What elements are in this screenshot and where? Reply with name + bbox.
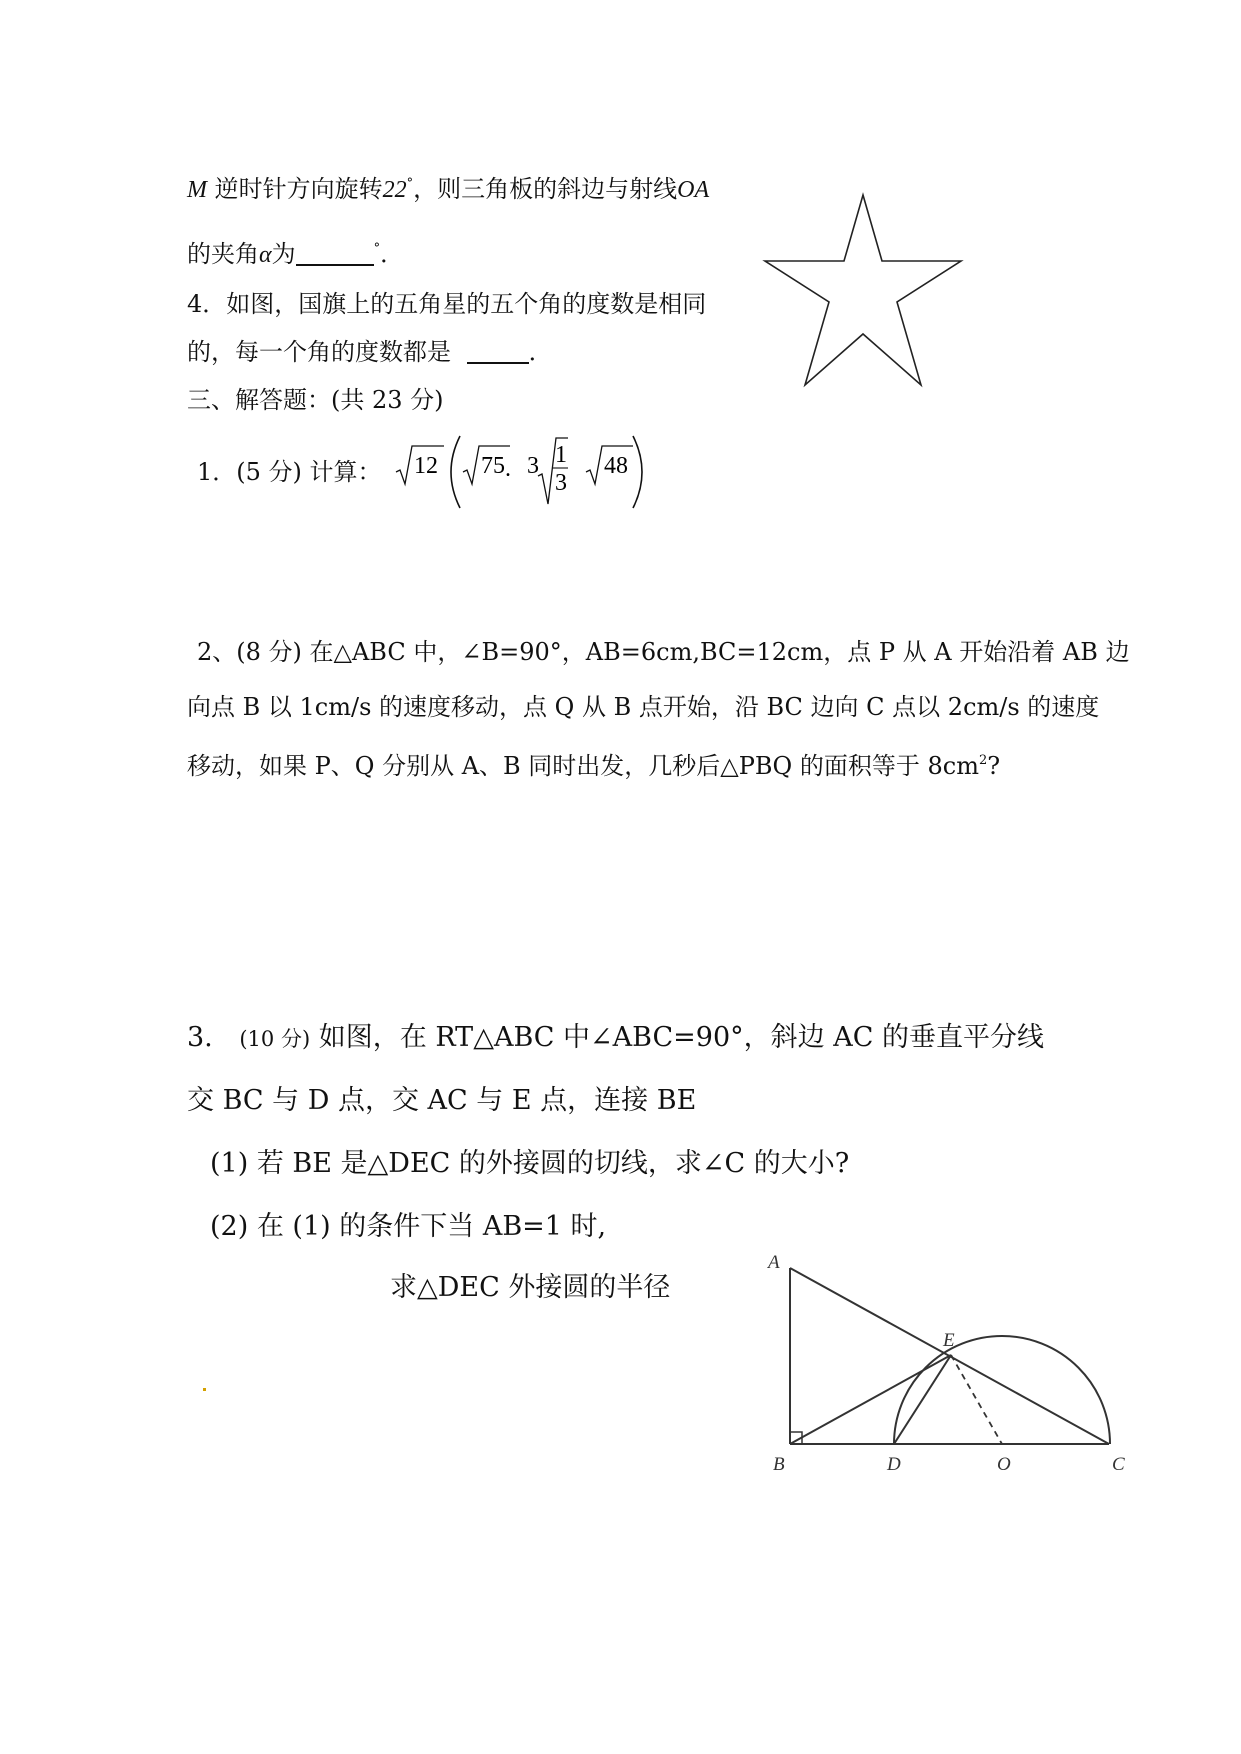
frac-den: 3: [555, 470, 567, 496]
prev-end: ．: [380, 240, 405, 268]
p2-end: ?: [987, 752, 1001, 780]
var-oa: OA: [677, 177, 710, 203]
radicand-12: 12: [414, 453, 438, 479]
prev-question-line-1: [187, 168, 709, 206]
p2-line-3: [187, 745, 1000, 782]
answer-blank-star: [467, 336, 529, 364]
q4-text: 的，每一个角的度数都是: [187, 338, 451, 366]
segment-eo-dashed: [951, 1355, 1002, 1444]
var-alpha: α: [259, 242, 272, 268]
radicand-75: 75: [481, 453, 505, 479]
p3-line-1: [187, 1020, 1044, 1057]
prev-text-1: 逆时针方向旋转: [214, 175, 383, 203]
triangle-figure: [765, 1250, 1145, 1510]
label-d: D: [887, 1454, 901, 1475]
p1-dot: .: [505, 456, 511, 482]
star-figure: [760, 195, 970, 395]
radicand-48: 48: [604, 453, 628, 479]
deg-symbol-2: °: [373, 241, 381, 256]
p3-num: 3.: [187, 1022, 213, 1053]
right-paren: [633, 436, 642, 508]
deg-symbol: °: [406, 176, 414, 191]
p1-label: 1．(5 分) 计算：: [197, 458, 382, 486]
p3-sub-2: (2) 在 (1) 的条件下当 AB=1 时,: [210, 1211, 607, 1242]
deg-value: 22: [382, 177, 407, 203]
p2-line-2: 向点 B 以 1cm/s 的速度移动，点 Q 从 B 点开始，沿 BC 边向 C 点以 2cm/s 的速度: [187, 693, 1100, 721]
prev-text-2: ，则三角板的斜边与射线: [413, 175, 678, 203]
label-e: E: [943, 1330, 955, 1351]
p2-sup: 2: [978, 753, 988, 768]
label-c: C: [1112, 1454, 1125, 1475]
var-m: M: [187, 177, 207, 203]
left-paren: [451, 436, 460, 508]
answer-blank-alpha: [296, 238, 374, 266]
q4-end: ．: [528, 338, 553, 366]
p2-line-1: 2、(8 分) 在△ABC 中，∠B=90°，AB=6cm,BC=12cm，点 P 从 A 开始沿着 AB 边: [197, 638, 1130, 666]
p3-sub-2b: 求△DEC 外接圆的半径: [390, 1272, 671, 1303]
five-point-star: [765, 195, 961, 385]
label-a: A: [768, 1252, 780, 1273]
p1-expression: [392, 432, 652, 512]
q4-line-2: [187, 336, 553, 368]
stray-mark: [203, 1388, 206, 1391]
section-title: 三、解答题：(共 23 分): [187, 386, 444, 414]
p3-score: (10 分): [239, 1027, 311, 1051]
segment-be: [790, 1355, 951, 1444]
coef-3: 3: [527, 453, 539, 479]
p3-sub-1: (1) 若 BE 是△DEC 的外接圆的切线，求∠C 的大小?: [210, 1148, 850, 1179]
prev-question-line-2: [187, 233, 404, 271]
prev-text-4: 为: [271, 240, 296, 268]
p3-text: 如图，在 RT△ABC 中∠ABC=90°，斜边 AC 的垂直平分线: [318, 1022, 1044, 1053]
label-o: O: [997, 1454, 1011, 1475]
prev-text-3: 的夹角: [187, 240, 259, 268]
p3-line-2: 交 BC 与 D 点，交 AC 与 E 点，连接 BE: [187, 1085, 697, 1116]
q4-line-1: 4．如图，国旗上的五角星的五个角的度数是相同: [187, 290, 707, 318]
p2-text-3: 移动，如果 P、Q 分别从 A、B 同时出发，几秒后△PBQ 的面积等于 8cm: [187, 752, 979, 780]
label-b: B: [773, 1454, 785, 1475]
frac-num: 1: [555, 442, 567, 468]
